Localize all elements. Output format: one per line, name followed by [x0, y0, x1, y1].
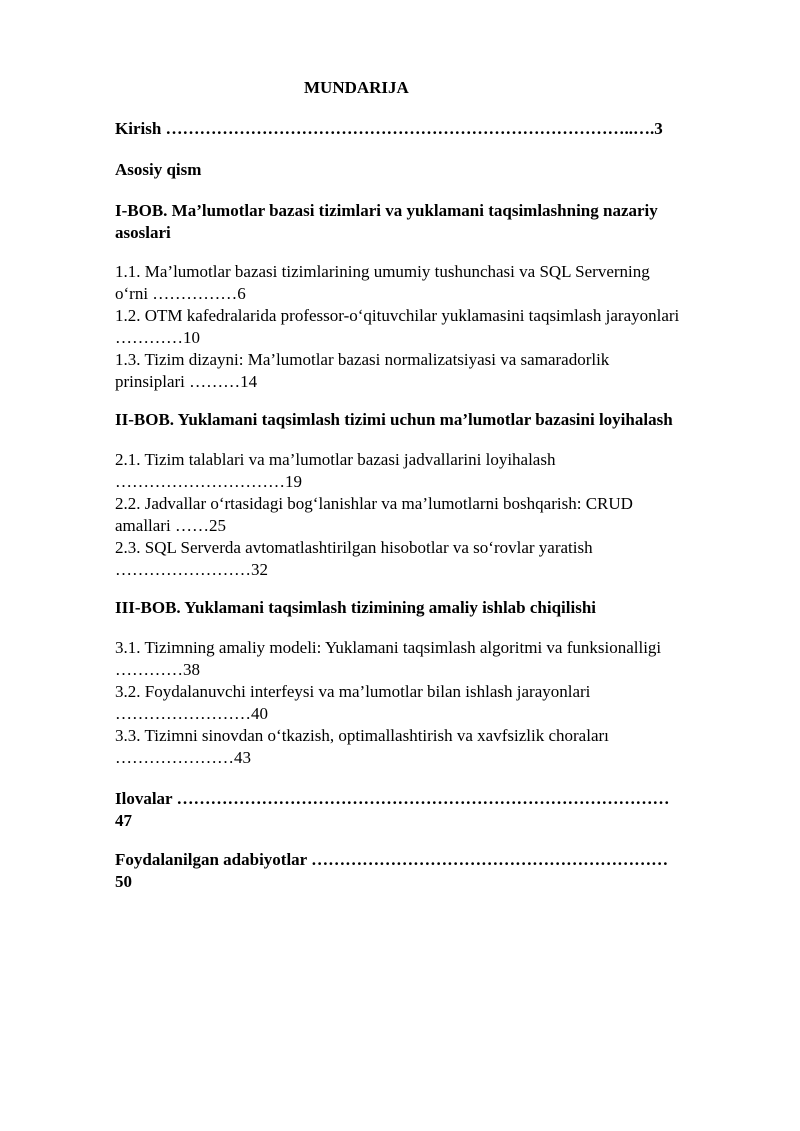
- toc-item-3-2-line-1: 3.2. Foydalanuvchi interfeysi va ma’lumotlar bilan ishlash jarayonlari: [115, 682, 591, 701]
- toc-item-3-1: [115, 637, 745, 681]
- toc-item-2-2-line-1: 2.2. Jadvallar o‘rtasidagi bog‘lanishlar va ma’lumotlarni boshqarish: CRUD: [115, 494, 633, 513]
- toc-item-2-2: [115, 493, 745, 537]
- section-heading-asosiy-qism: [115, 159, 745, 181]
- chapter-1-heading-line-1: I-BOB. Ma’lumotlar bazasi tizimlari va yuklamani taqsimlashning nazariy: [115, 201, 658, 220]
- toc-item-3-1-line-2: …………38: [115, 660, 200, 679]
- chapter-3-heading-line: III-BOB. Yuklamani taqsimlash tizimining amaliy ishlab chiqilishi: [115, 598, 597, 617]
- toc-item-2-3-line-1: 2.3. SQL Serverda avtomatlashtirilgan hisobotlar va so‘rovlar yaratish: [115, 538, 593, 557]
- chapter-1-heading: [115, 200, 745, 244]
- toc-entry-kirish-text: Kirish ………………………………………………………………………..….3: [115, 119, 663, 138]
- toc-item-1-3-line-1: 1.3. Tizim dizayni: Ma’lumotlar bazasi normalizatsiyasi va samaradorlik: [115, 350, 610, 369]
- toc-entry-ilovalar-page: 47: [115, 811, 132, 830]
- toc-item-2-1: [115, 449, 745, 493]
- toc-item-2-3: [115, 537, 745, 581]
- page-title: MUNDARIJA: [304, 78, 409, 97]
- toc-item-2-2-line-2: amallari ……25: [115, 516, 226, 535]
- chapter-2-items: [115, 449, 745, 581]
- toc-item-3-1-line-1: 3.1. Tizimning amaliy modeli: Yuklamani taqsimlash algoritmi va funksionalligi: [115, 638, 662, 657]
- chapter-3-heading: [115, 597, 745, 619]
- toc-item-2-1-line-2: …………………………19: [115, 472, 302, 491]
- toc-entry-adabiyotlar: [115, 849, 745, 893]
- toc-entry-ilovalar-line-1: Ilovalar ……………………………………………………………………………: [115, 789, 670, 808]
- chapter-2-heading: [115, 409, 745, 431]
- toc-entry-ilovalar: [115, 788, 745, 832]
- toc-item-1-1: [115, 261, 745, 305]
- toc-item-3-3: [115, 725, 745, 769]
- toc-item-1-1-line-1: 1.1. Ma’lumotlar bazasi tizimlarining umumiy tushunchasi va SQL Serverning: [115, 262, 650, 281]
- toc-item-2-3-line-2: ……………………32: [115, 560, 268, 579]
- toc-item-3-3-line-2: …………………43: [115, 748, 251, 767]
- chapter-1-heading-line-2: asoslari: [115, 223, 171, 242]
- toc-item-3-3-line-1: 3.3. Tizimni sinovdan o‘tkazish, optimallashtirish va xavfsizlik choraları: [115, 726, 609, 745]
- toc-item-1-2: [115, 305, 745, 349]
- asosiy-qism-label: Asosiy qism: [115, 160, 202, 179]
- toc-item-1-3-line-2: prinsiplari ………14: [115, 372, 258, 391]
- toc-item-1-1-line-2: o‘rni ……………6: [115, 284, 246, 303]
- toc-entry-kirish: [115, 118, 745, 140]
- toc-item-3-2-line-2: ……………………40: [115, 704, 268, 723]
- chapter-2-heading-line: II-BOB. Yuklamani taqsimlash tizimi uchun ma’lumotlar bazasini loyihalash: [115, 410, 673, 429]
- toc-item-1-2-line-2: …………10: [115, 328, 200, 347]
- chapter-1-items: [115, 261, 745, 393]
- toc-item-1-2-line-1: 1.2. OTM kafedralarida professor-o‘qituvchilar yuklamasini taqsimlash jarayonlari: [115, 306, 680, 325]
- toc-item-1-3: [115, 349, 745, 393]
- toc-entry-adabiyotlar-page: 50: [115, 872, 132, 891]
- toc-item-2-1-line-1: 2.1. Tizim talablari va ma’lumotlar bazasi jadvallarini loyihalash: [115, 450, 556, 469]
- toc-item-3-2: [115, 681, 745, 725]
- toc-entry-adabiyotlar-line-1: Foydalanilgan adabiyotlar ………………………………………………………: [115, 850, 669, 869]
- chapter-3-items: [115, 637, 745, 769]
